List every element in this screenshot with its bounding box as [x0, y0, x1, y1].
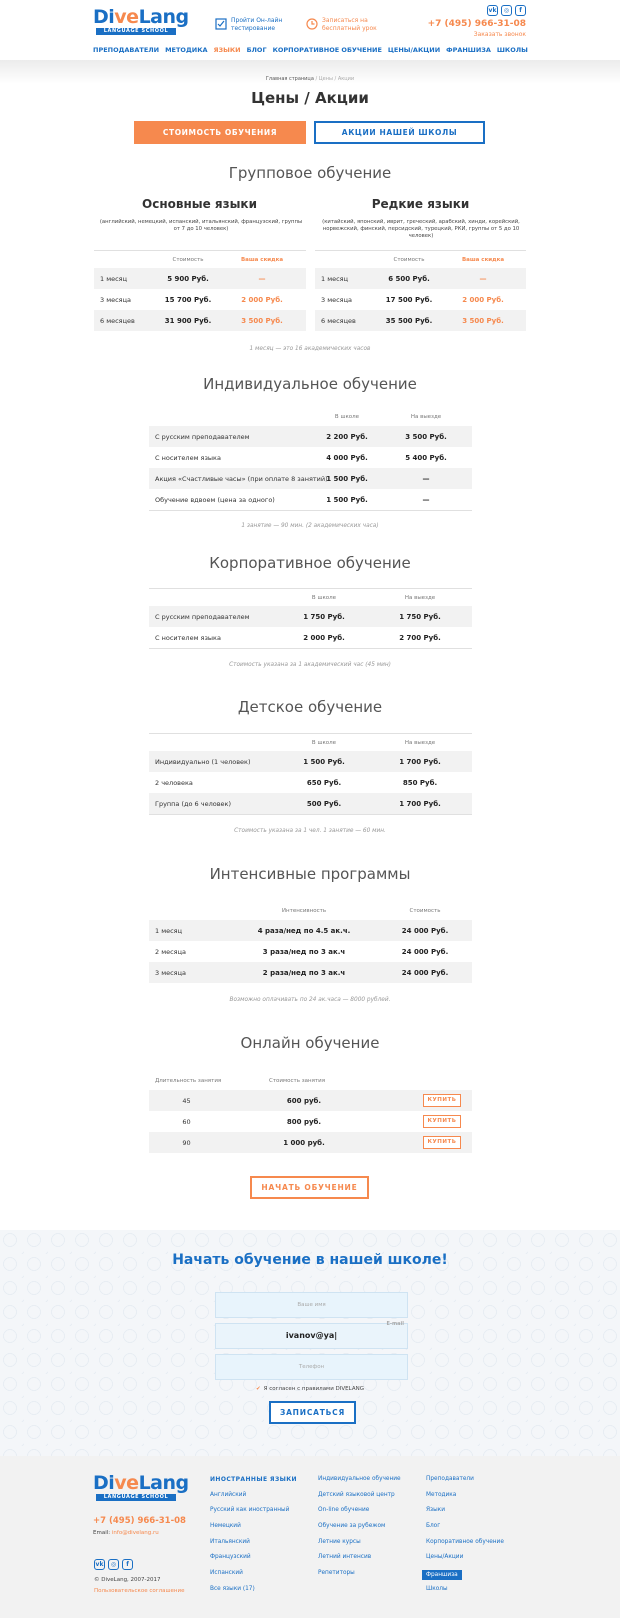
logo-text-3: Lang: [138, 1472, 189, 1494]
duration: 60: [182, 1117, 191, 1126]
price-offsite: 3 500 Руб.: [405, 432, 447, 441]
intensive-title: Интенсивные программы: [209, 865, 411, 883]
logo-text-1: Di: [93, 1472, 115, 1494]
price-offsite: 2 700 Руб.: [399, 633, 441, 642]
table-row: [149, 468, 472, 489]
table-bottom-rule: [149, 814, 472, 815]
table-row: [149, 962, 472, 983]
price-school: 500 Руб.: [306, 799, 342, 808]
price-school: 1 750 Руб.: [303, 612, 345, 621]
table-row: [149, 606, 472, 627]
col-school: В школе: [311, 739, 337, 746]
group-note: 1 месяц — это 16 академических часов: [249, 346, 371, 352]
duration: 45: [182, 1096, 191, 1105]
table-row: [94, 289, 306, 310]
footer-col-title: ИНОСТРАННЫЕ ЯЗЫКИ: [210, 1476, 297, 1483]
email-label: Email:: [93, 1530, 111, 1536]
price-offsite: 1 700 Руб.: [399, 757, 441, 766]
nav-corporate[interactable]: КОРПОРАТИВНОЕ ОБУЧЕНИЕ: [272, 46, 382, 54]
footer-link[interactable]: Испанский: [210, 1570, 243, 1577]
cost: 6 500 Руб.: [388, 274, 430, 283]
facebook-icon[interactable]: f: [122, 1559, 133, 1570]
col-discount: Ваша скидка: [240, 256, 284, 263]
price-offsite: 850 Руб.: [402, 778, 438, 787]
price-school: 2 000 Руб.: [303, 633, 345, 642]
vk-icon[interactable]: vk: [95, 1561, 104, 1568]
check-icon: ✔: [256, 1386, 261, 1392]
table-row: [149, 426, 472, 447]
nav-blog[interactable]: БЛОГ: [246, 46, 267, 54]
table-header: [149, 1072, 472, 1090]
footer-link[interactable]: Языки: [426, 1507, 445, 1514]
clock-icon: [306, 18, 318, 30]
footer-social: [94, 1559, 133, 1570]
individual-title: Индивидуальное обучение: [203, 375, 417, 393]
trial-lesson-label: Записаться на бесплатный урок: [322, 17, 377, 32]
cost: 15 700 Руб.: [164, 295, 212, 304]
page-title: Цены / Акции: [251, 89, 369, 107]
footer-link[interactable]: Методика: [426, 1491, 457, 1498]
row-label: Группа (до 6 человек): [155, 799, 232, 808]
footer-logo[interactable]: [93, 1472, 189, 1502]
logo-text-2: ve: [114, 6, 139, 28]
table-row: [149, 627, 472, 648]
price-offsite: —: [422, 474, 430, 483]
col-offsite: На выезде: [404, 594, 436, 601]
col-offsite: На выезде: [404, 739, 436, 746]
breadcrumb-home[interactable]: Главная страница: [265, 76, 314, 82]
tab-prices[interactable]: СТОИМОСТЬ ОБУЧЕНИЯ: [134, 121, 306, 144]
corporate-table: [149, 588, 472, 649]
table-header: [149, 408, 472, 426]
table-row: [315, 268, 526, 289]
cost: 17 500 Руб.: [385, 295, 433, 304]
price-school: 2 200 Руб.: [326, 432, 368, 441]
footer-col-site: [426, 1476, 504, 1602]
signup-title: Начать обучение в нашей школе!: [172, 1252, 448, 1268]
footer-link[interactable]: Блог: [426, 1523, 441, 1530]
table-bottom-rule: [149, 510, 472, 511]
col-lesson-cost: Стоимость занятия: [269, 1078, 326, 1084]
email-value: ivanov@ya: [285, 1331, 335, 1340]
table-header: [149, 902, 472, 920]
header: [0, 0, 620, 66]
table-row: [315, 289, 526, 310]
main-langs-title: Основные языки: [142, 197, 257, 211]
kids-table: [149, 733, 472, 815]
kids-note: Стоимость указана за 1 чел. 1 занятие — 60 мин.: [234, 828, 386, 834]
table-row: [149, 751, 472, 772]
checkbox-icon: [215, 18, 227, 30]
footer-link[interactable]: Французский: [210, 1554, 251, 1561]
individual-table: [149, 408, 472, 511]
price-school: 4 000 Руб.: [326, 453, 368, 462]
col-school: В школе: [334, 414, 360, 420]
table-row: [149, 772, 472, 793]
phone-field[interactable]: Телефон: [215, 1354, 408, 1380]
footer: [0, 1456, 620, 1618]
logo-text-1: Di: [93, 6, 115, 28]
price-school: 1 500 Руб.: [326, 495, 368, 504]
row-label: 2 человека: [155, 778, 193, 787]
rare-langs-table: [315, 250, 526, 331]
price-offsite: 5 400 Руб.: [405, 453, 447, 462]
table-header: [149, 588, 472, 606]
cost: 24 000 Руб.: [401, 926, 449, 935]
submit-button[interactable]: ЗАПИСАТЬСЯ: [269, 1401, 356, 1424]
group-title: Групповое обучение: [228, 164, 392, 182]
footer-link[interactable]: Преподаватели: [426, 1476, 474, 1482]
intensity: 3 раза/нед по 3 ак.ч: [262, 947, 346, 956]
footer-link[interactable]: Летние курсы: [318, 1538, 361, 1545]
cost: 5 900 Руб.: [167, 274, 209, 283]
intensive-table: [149, 902, 472, 983]
table-row: [149, 793, 472, 814]
discount: 3 500 Руб.: [462, 316, 504, 325]
main-langs-table: [94, 250, 306, 331]
nav-franchise[interactable]: ФРАНШИЗА: [446, 46, 491, 54]
discount: 2 000 Руб.: [462, 295, 504, 304]
online-title: Онлайн обучение: [240, 1034, 380, 1052]
lesson-cost: 800 руб.: [286, 1117, 322, 1126]
intensity: 2 раза/нед по 3 ак.ч: [262, 968, 346, 977]
discount: 2 000 Руб.: [241, 295, 283, 304]
footer-link[interactable]: Русский как иностранный: [210, 1507, 290, 1514]
agree-label: Я согласен с правилами DIVELANG: [263, 1386, 364, 1392]
breadcrumb: [0, 76, 620, 82]
period: 6 месяцев: [321, 316, 356, 325]
start-learning-button[interactable]: НАЧАТЬ ОБУЧЕНИЕ: [250, 1176, 369, 1199]
header-phone[interactable]: +7 (495) 966-31-08: [427, 19, 526, 29]
breadcrumb-sep: /: [315, 76, 318, 82]
period: 1 месяц: [321, 274, 349, 283]
footer-email: [93, 1530, 159, 1536]
period: 6 месяцев: [100, 316, 135, 325]
footer-link[interactable]: Немецкий: [210, 1523, 241, 1530]
col-cost: Стоимость: [172, 256, 204, 263]
footer-link[interactable]: Индивидуальное обучение: [318, 1476, 401, 1482]
footer-link[interactable]: Репетиторы: [318, 1570, 355, 1577]
row-label: С носителем языка: [155, 453, 221, 462]
breadcrumb-current: Цены / Акции: [318, 76, 355, 82]
discount: —: [479, 274, 487, 283]
logo-text-2: ve: [114, 1472, 139, 1494]
main-nav: [93, 46, 528, 54]
nav-teachers[interactable]: ПРЕПОДАВАТЕЛИ: [93, 46, 160, 54]
discount: 3 500 Руб.: [241, 316, 283, 325]
footer-link[interactable]: Детский языковой центр: [318, 1491, 395, 1498]
logo-subtitle: LANGUAGE SCHOOL: [96, 1494, 176, 1501]
cost: 24 000 Руб.: [401, 968, 449, 977]
online-table: [149, 1072, 472, 1153]
online-test-label: Пройти Он-лайн тестирование: [231, 17, 283, 32]
corporate-title: Корпоративное обучение: [209, 554, 411, 572]
footer-link[interactable]: Английский: [210, 1491, 247, 1498]
table-row: [149, 489, 472, 510]
price-offsite: —: [422, 495, 430, 504]
footer-col-languages: [210, 1476, 297, 1602]
table-row: [149, 447, 472, 468]
row-label: С русским преподавателем: [155, 432, 250, 441]
col-cost: Стоимость: [409, 908, 441, 914]
footer-link[interactable]: Летний интенсив: [318, 1554, 372, 1561]
table-header: [315, 250, 526, 268]
price-school: 1 500 Руб.: [303, 757, 345, 766]
table-row: [315, 310, 526, 331]
corporate-note: Стоимость указана за 1 академический час (45 мин): [229, 662, 391, 668]
nav-schools[interactable]: ШКОЛЫ: [496, 46, 528, 54]
rare-langs-desc: (китайский, японский, иврит, греческий, арабский, хинди, корейский, норвежский, финский, персидский, турецкий, РКИ, группы от 5 до 10 человек): [322, 219, 520, 239]
price-school: 1 500 Руб.: [326, 474, 368, 483]
footer-link[interactable]: Цены/Акции: [426, 1554, 464, 1561]
row-label: Индивидуально (1 человек): [155, 757, 251, 766]
terms-link[interactable]: Пользовательское соглашение: [94, 1588, 185, 1594]
footer-link[interactable]: Школы: [426, 1585, 448, 1592]
buy-button[interactable]: КУПИТЬ: [423, 1136, 462, 1149]
row-label: С русским преподавателем: [155, 612, 250, 621]
intensity: 4 раза/нед по 4.5 ак.ч.: [257, 926, 351, 935]
instagram-icon[interactable]: ◎: [501, 5, 512, 16]
buy-button[interactable]: КУПИТЬ: [423, 1094, 462, 1107]
table-header: [94, 250, 306, 268]
footer-link[interactable]: On-line обучение: [318, 1507, 370, 1514]
nav-languages[interactable]: ЯЗЫКИ: [213, 46, 241, 54]
table-row: [149, 1132, 472, 1153]
period: 3 месяца: [100, 295, 131, 304]
discount: —: [258, 274, 266, 283]
agree-checkbox[interactable]: [0, 1386, 620, 1392]
footer-link[interactable]: Корпоративное обучение: [426, 1538, 504, 1545]
tab-promos[interactable]: АКЦИИ НАШЕЙ ШКОЛЫ: [314, 121, 485, 144]
intensive-note: Возможно оплачивать по 24 ак.часа — 8000 рублей.: [229, 997, 391, 1003]
buy-button[interactable]: КУПИТЬ: [423, 1115, 462, 1128]
logo-text-3: Lang: [138, 6, 189, 28]
table-row: [149, 1090, 472, 1111]
logo-subtitle: LANGUAGE SCHOOL: [96, 28, 176, 35]
main-langs-desc: (английский, немецкий, испанский, итальянский, французский, группы от 7 до 10 человек): [99, 219, 303, 232]
row-label: 1 месяц: [155, 926, 183, 935]
col-school: В школе: [311, 594, 337, 601]
period: 1 месяц: [100, 274, 128, 283]
cost: 35 500 Руб.: [385, 316, 433, 325]
col-offsite: На выезде: [410, 414, 442, 420]
kids-title: Детское обучение: [237, 698, 383, 716]
col-duration: Длительность занятия: [155, 1078, 222, 1084]
price-offsite: 1 750 Руб.: [399, 612, 441, 621]
header-social: [487, 5, 526, 16]
instagram-icon[interactable]: ◎: [108, 1559, 119, 1570]
cost: 31 900 Руб.: [164, 316, 212, 325]
footer-col-services: [318, 1476, 401, 1586]
name-field[interactable]: Ваше имя: [215, 1292, 408, 1318]
footer-phone[interactable]: +7 (495) 966-31-08: [93, 1516, 186, 1526]
copyright: © DiveLang, 2007-2017: [94, 1577, 161, 1583]
rare-langs-title: Редкие языки: [371, 197, 470, 211]
signup-section: [0, 1230, 620, 1456]
email-label: E-mail: [386, 1321, 404, 1327]
table-bottom-rule: [149, 648, 472, 649]
vk-icon[interactable]: vk: [488, 7, 497, 14]
price-offsite: 1 700 Руб.: [399, 799, 441, 808]
footer-link[interactable]: Итальянский: [210, 1538, 250, 1545]
table-row: [149, 920, 472, 941]
lesson-cost: 600 руб.: [286, 1096, 322, 1105]
row-label: Акция «Счастливые часы» (при оплате 8 занятий): [155, 474, 328, 483]
row-label: С носителем языка: [155, 633, 221, 642]
email-link[interactable]: info@divelang.ru: [111, 1530, 159, 1536]
duration: 90: [182, 1138, 191, 1147]
nav-prices[interactable]: ЦЕНЫ/АКЦИИ: [387, 46, 441, 54]
lesson-cost: 1 000 руб.: [283, 1138, 325, 1147]
footer-link[interactable]: Обучение за рубежом: [318, 1523, 386, 1530]
col-cost: Стоимость: [393, 256, 425, 263]
price-school: 650 Руб.: [306, 778, 342, 787]
cost: 24 000 Руб.: [401, 947, 449, 956]
individual-note: 1 занятие — 90 мин. (2 академических часа): [241, 523, 379, 529]
table-row: [94, 310, 306, 331]
email-field[interactable]: E-mail ivanov@ya|: [215, 1323, 408, 1349]
table-row: [94, 268, 306, 289]
footer-link[interactable]: Все языки (17): [210, 1585, 255, 1592]
callback-link[interactable]: Заказать звонок: [473, 31, 526, 38]
col-discount: Ваша скидка: [461, 256, 505, 263]
logo[interactable]: [93, 6, 189, 36]
period: 3 месяца: [321, 295, 352, 304]
footer-link-active[interactable]: Франшиза: [422, 1570, 462, 1580]
col-intensity: Интенсивность: [281, 908, 327, 914]
nav-method[interactable]: МЕТОДИКА: [165, 46, 208, 54]
row-label: 2 месяца: [155, 947, 186, 956]
table-row: [149, 941, 472, 962]
facebook-icon[interactable]: f: [515, 5, 526, 16]
table-row: [149, 1111, 472, 1132]
table-header: [149, 733, 472, 751]
row-label: Обучение вдвоем (цена за одного): [155, 495, 275, 504]
row-label: 3 месяца: [155, 968, 186, 977]
